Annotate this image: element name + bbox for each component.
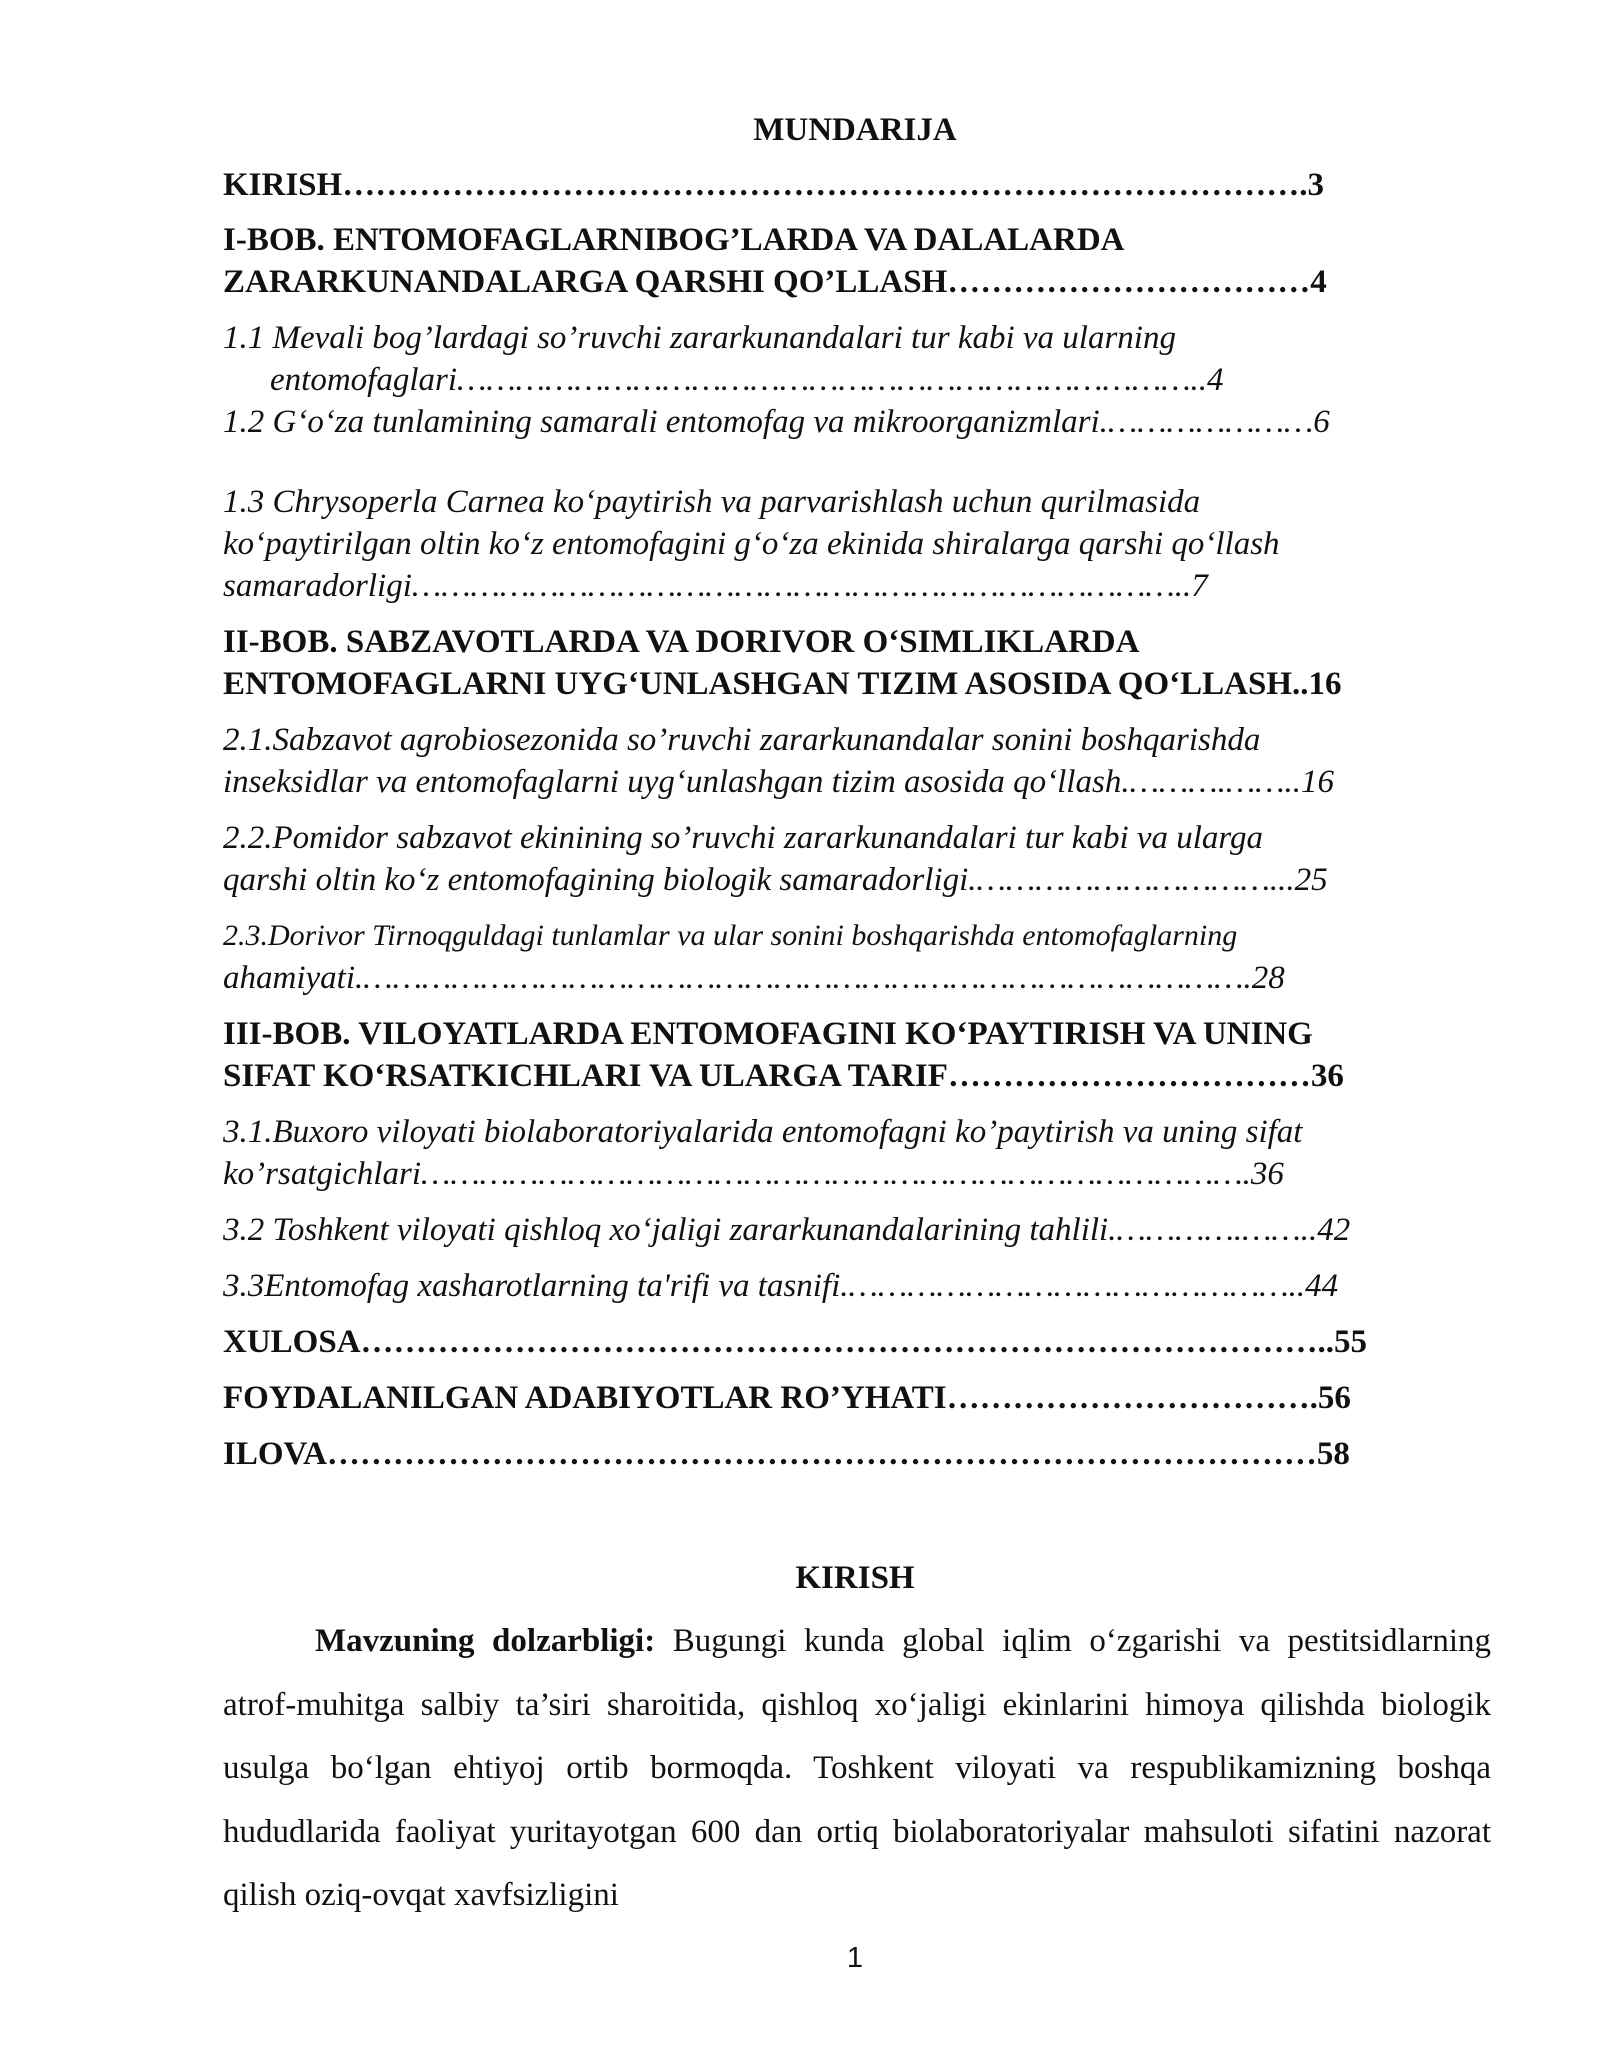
intro-heading: KIRISH <box>795 1560 915 1596</box>
intro-body: Bugungi kunda global iqlim o‘zgarishi va pestitsidlarning atrof-muhitga salbiy ta’siri sharoitida, qishloq xo‘jaligi ekinlarini himoya qilishda biologik usulga bo‘lgan ehtiyoj ortib bormoqda. Toshkent viloyati va respublikamizning boshqa hududlarida faoliyat yuritayotgan 600 dan ortiq biolaboratoriyalar mahsuloti sifatini nazorat qilish oziq-ovqat xavfsizligini <box>223 1623 1491 1913</box>
toc-entry-3-2: 3.2 Toshkent viloyati qishloq xo‘jaligi zararkunandalarining tahlili.………….……..42 <box>223 1212 1351 1248</box>
toc-entry-chapter-2-line-2: ENTOMOFAGLARNI UYG‘UNLASHGAN TIZIM ASOSIDA QO‘LLASH..16 <box>223 666 1342 702</box>
toc-entry-chapter-3-line-1: III-BOB. VILOYATLARDA ENTOMOFAGINI KO‘PAYTIRISH VA UNING <box>223 1016 1313 1052</box>
toc-entry-2-1-line-1: 2.1.Sabzavot agrobiosezonida so’ruvchi zararkunandalar sonini boshqarishda <box>223 722 1261 758</box>
toc-entry-ilova: ILOVA………………………………………………………………………………58 <box>223 1436 1350 1472</box>
toc-entry-3-1-line-1: 3.1.Buxoro viloyati biolaboratoriyalarida entomofagni ko’paytirish va uning sifat <box>223 1114 1303 1150</box>
intro-lead: Mavzuning dolzarbligi: <box>315 1623 656 1659</box>
toc-entry-chapter-1-line-1: I-BOB. ENTOMOFAGLARNIBOG’LARDA VA DALALARDA <box>223 222 1125 258</box>
toc-entry-chapter-1-line-2: ZARARKUNANDALARGA QARSHI QO’LLASH……………………………4 <box>223 264 1327 300</box>
toc-entry-chapter-3-line-2: SIFAT KO‘RSATKICHLARI VA ULARGA TARIF……………………………36 <box>223 1058 1344 1094</box>
toc-entry-2-3-line-2: ahamiyati.……………………………………………………………………………….28 <box>223 960 1285 996</box>
toc-entry-3-3: 3.3Entomofag xasharotlarning ta'rifi va tasnifi.………………………………………..44 <box>223 1268 1339 1304</box>
page-number: 1 <box>846 1942 864 1974</box>
toc-entry-kirish: KIRISH…………………………………………………………………………….3 <box>223 167 1324 203</box>
toc-entry-chapter-2-line-1: II-BOB. SABZAVOTLARDA VA DORIVOR O‘SIMLIKLARDA <box>223 624 1140 660</box>
toc-entry-1-1-line-2: entomofaglari…………………………………………………………………..4 <box>270 362 1224 398</box>
toc-entry-2-2-line-1: 2.2.Pomidor sabzavot ekinining so’ruvchi zararkunandalari tur kabi va ularga <box>223 820 1264 856</box>
toc-entry-2-2-line-2: qarshi oltin ko‘z entomofagining biologik samaradorligi.…………………………...25 <box>223 862 1328 898</box>
toc-entry-xulosa: XULOSA……………………………………………………………………………..55 <box>223 1324 1368 1360</box>
intro-paragraph <box>223 1610 1491 1928</box>
toc-entry-1-3-line-1: 1.3 Chrysoperla Carnea ko‘paytirish va parvarishlash uchun qurilmasida <box>223 484 1201 520</box>
toc-entry-3-1-line-2: ko’rsatgichlari………………………………………………………………………….36 <box>223 1156 1284 1192</box>
toc-entry-references: FOYDALANILGAN ADABIYOTLAR RO’YHATI…………………………….56 <box>223 1380 1351 1416</box>
toc-entry-2-3-line-1: 2.3.Dorivor Tirnoqguldagi tunlamlar va ular sonini boshqarishda entomofaglarning <box>223 919 1238 952</box>
toc-entry-2-1-line-2: inseksidlar va entomofaglarni uyg‘unlashgan tizim asosida qo‘llash.……….……..16 <box>223 764 1335 800</box>
toc-entry-1-3-line-3: samaradorligi……………………………………………………………………..7 <box>223 568 1208 604</box>
toc-entry-1-1-line-1: 1.1 Mevali bog’lardagi so’ruvchi zararkunandalari tur kabi va ularning <box>223 320 1176 356</box>
toc-entry-1-2: 1.2 G‘o‘za tunlamining samarali entomofag va mikroorganizmlari.…………………6 <box>223 404 1330 440</box>
toc-entry-1-3-line-2: ko‘paytirilgan oltin ko‘z entomofagini g‘o‘za ekinida shiralarga qarshi qo‘llash <box>223 526 1280 562</box>
toc-title: MUNDARIJA <box>753 112 957 148</box>
